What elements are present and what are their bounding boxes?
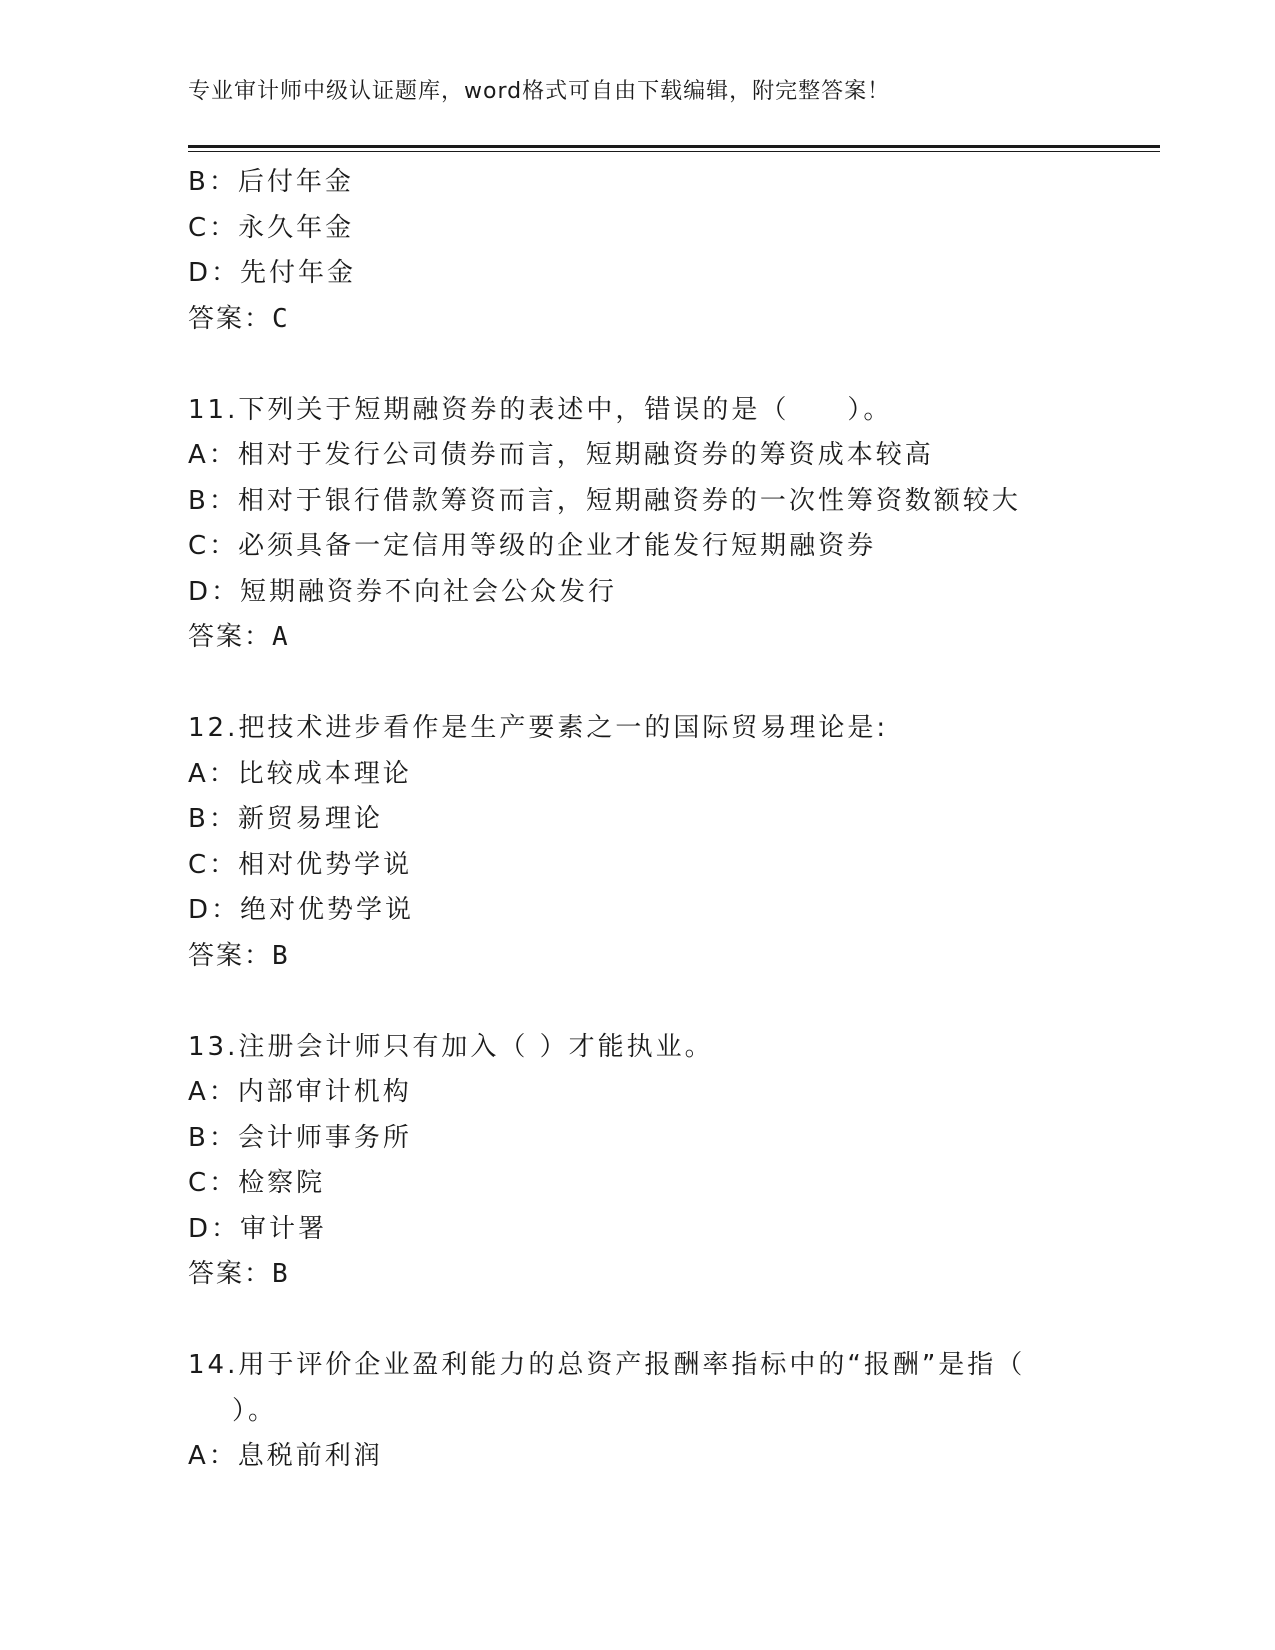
header-rule-thick [188,145,1160,148]
answer-value: B [272,940,290,971]
option-a: A：内部审计机构 [188,1077,412,1107]
answer-line [188,934,1148,980]
answer-label: 答案： [188,303,273,334]
option-b: B：新贸易理论 [188,804,383,834]
question-stem-continuation: ）。 [232,1395,278,1426]
option-b: B：相对于银行借款筹资而言，短期融资券的一次性筹资数额较大 [188,485,1021,516]
answer-line [188,1252,1148,1298]
option-c: C：必须具备一定信用等级的企业才能发行短期融资券 [188,531,877,561]
question-block-12 [188,706,1148,979]
question-block-13 [188,1025,1148,1298]
question-stem: 14.用于评价企业盈利能力的总资产报酬率指标中的“报酬”是指（ [188,1350,1026,1380]
option-a: A：相对于发行公司债券而言，短期融资券的筹资成本较高 [188,440,934,470]
answer-value: C [272,303,290,334]
answer-label: 答案： [188,1259,273,1289]
option-d: D：先付年金 [188,258,357,288]
option-a: A：比较成本理论 [188,758,412,789]
header-rule-thin [188,151,1160,152]
option-c: C：永久年金 [188,212,355,243]
answer-label: 答案： [188,622,273,652]
question-block-14 [188,1343,1148,1480]
question-stem: 11.下列关于短期融资券的表述中，错误的是（ ）。 [188,394,893,425]
question-block-prev [188,160,1148,342]
header-text: 专业审计师中级认证题库，word格式可自由下载编辑，附完整答案！ [188,79,891,104]
answer-value: B [272,1259,290,1289]
question-block-11 [188,388,1148,661]
option-b: B：后付年金 [188,167,354,197]
option-d: D：审计署 [188,1213,328,1244]
option-c: C：相对优势学说 [188,849,413,880]
option-d: D：短期融资券不向社会公众发行 [188,576,618,607]
option-b: B：会计师事务所 [188,1122,412,1153]
option-d: D：绝对优势学说 [188,895,415,925]
question-stem: 12.把技术进步看作是生产要素之一的国际贸易理论是: [188,713,889,743]
option-a: A：息税前利润 [188,1441,383,1471]
answer-line [188,297,1148,343]
answer-line [188,615,1148,661]
question-stem: 13.注册会计师只有加入（ ）才能执业。 [188,1031,714,1062]
answer-label: 答案： [188,940,273,971]
option-c: C：检察院 [188,1168,326,1198]
document-body [188,160,1148,1480]
answer-value: A [272,622,290,652]
